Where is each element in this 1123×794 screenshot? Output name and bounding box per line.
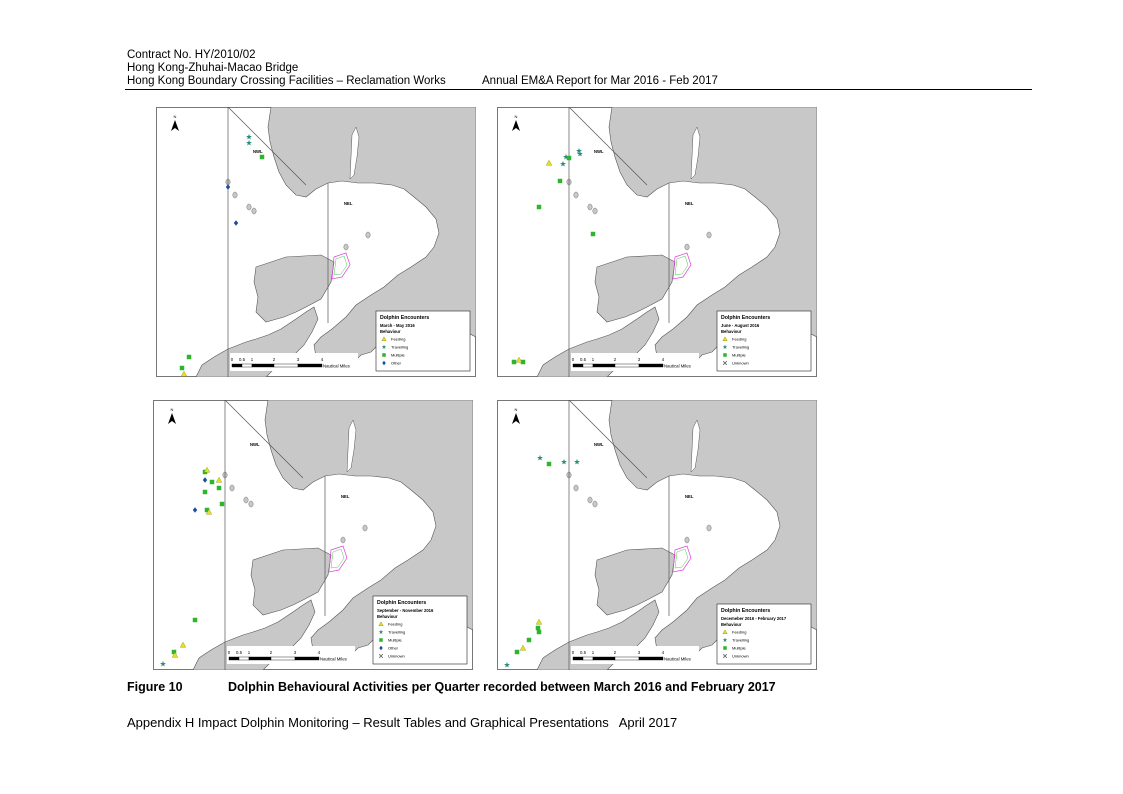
north-label: N <box>170 407 174 412</box>
scale-tick-label: 1 <box>250 357 254 362</box>
encounter-marker <box>512 360 516 364</box>
scale-unit: Nautical Miles <box>323 363 350 369</box>
scale-unit: Nautical Miles <box>320 656 347 662</box>
map-panel-spring <box>156 107 476 377</box>
footer-date: April 2017 <box>618 715 678 730</box>
figure-number: Figure 10 <box>127 680 183 694</box>
encounter-marker <box>193 618 197 622</box>
scale-tick-label: 2 <box>613 357 617 362</box>
scale-tick-label: 2 <box>613 650 617 655</box>
figure-caption <box>127 680 776 694</box>
encounter-marker <box>203 490 207 494</box>
legend-item-label: Feeding <box>732 629 747 635</box>
area-label-nwl: NWL <box>250 442 260 447</box>
area-label-nel: NEL <box>344 201 353 206</box>
legend-item-label: Unknown <box>388 653 405 659</box>
page-footer <box>127 715 677 730</box>
scale-tick-label: 4 <box>317 650 321 655</box>
encounter-marker <box>537 205 541 209</box>
scale-tick-label: 4 <box>320 357 324 362</box>
encounter-marker <box>537 630 541 634</box>
encounter-marker <box>210 480 214 484</box>
header-report: Annual EM&A Report for Mar 2016 - Feb 2017 <box>482 75 718 87</box>
legend-title: Dolphin Encounters <box>721 608 771 614</box>
legend-heading: Behaviour <box>377 614 398 619</box>
area-label-nel: NEL <box>685 201 694 206</box>
legend-multiple-icon <box>723 353 727 357</box>
legend-multiple-icon <box>379 638 383 642</box>
scale-tick-label: 2 <box>269 650 273 655</box>
legend-item-label: Travelling <box>388 629 406 635</box>
scale-tick-label: 4 <box>661 650 665 655</box>
scale-tick-label: 3 <box>637 650 641 655</box>
scale-tick-label: 0 <box>571 357 575 362</box>
legend-title: Dolphin Encounters <box>377 600 427 606</box>
map-panel-autumn <box>153 400 473 670</box>
scale-tick-label: 0.5 <box>580 357 586 362</box>
legend-item-label: Travelling <box>391 344 409 350</box>
north-label: N <box>173 114 177 119</box>
legend-item-label: Other <box>391 360 402 366</box>
scale-tick-label: 1 <box>247 650 251 655</box>
map-panel-summer <box>497 107 817 377</box>
scale-bar <box>227 646 355 664</box>
legend-item-label: Multiple <box>732 352 746 358</box>
scale-tick-label: 3 <box>293 650 297 655</box>
header-works: Hong Kong Boundary Crossing Facilities – Reclamation Works <box>127 75 446 87</box>
legend-title: Dolphin Encounters <box>380 315 430 321</box>
encounter-marker <box>187 355 191 359</box>
scale-tick-label: 3 <box>296 357 300 362</box>
area-label-nel: NEL <box>685 494 694 499</box>
area-label-nel: NEL <box>341 494 350 499</box>
header-contract: Contract No. HY/2010/02 <box>127 49 256 61</box>
legend-item-label: Unknown <box>732 360 749 366</box>
encounter-marker <box>536 626 540 630</box>
area-label-nwl: NWL <box>253 149 263 154</box>
scale-tick-label: 0.5 <box>580 650 586 655</box>
legend-heading: Behaviour <box>380 329 401 334</box>
area-label-nwl: NWL <box>594 442 604 447</box>
legend <box>717 311 811 371</box>
scale-tick-label: 0.5 <box>236 650 242 655</box>
legend-period: March - May 2016 <box>380 323 415 328</box>
legend-item-label: Multiple <box>388 637 402 643</box>
legend-multiple-icon <box>723 646 727 650</box>
scale-unit: Nautical Miles <box>664 656 691 662</box>
legend-item-label: Multiple <box>732 645 746 651</box>
legend-item-label: Feeding <box>388 621 403 627</box>
header-project: Hong Kong-Zhuhai-Macao Bridge <box>127 62 299 74</box>
legend-heading: Behaviour <box>721 622 742 627</box>
encounter-marker <box>591 232 595 236</box>
encounter-marker <box>558 179 562 183</box>
scale-tick-label: 0 <box>571 650 575 655</box>
encounter-marker <box>180 366 184 370</box>
legend <box>376 311 470 371</box>
scale-tick-label: 1 <box>591 357 595 362</box>
scale-bar <box>571 646 699 664</box>
legend-heading: Behaviour <box>721 329 742 334</box>
scale-tick-label: 4 <box>661 357 665 362</box>
footer-text: Appendix H Impact Dolphin Monitoring – Result Tables and Graphical Presentations <box>127 715 609 730</box>
header-rule <box>125 89 1032 90</box>
scale-unit: Nautical Miles <box>664 363 691 369</box>
legend-item-label: Feeding <box>391 336 406 342</box>
legend-item-label: Unknown <box>732 653 749 659</box>
map-panel-winter <box>497 400 817 670</box>
map-svg <box>497 400 817 670</box>
legend-item-label: Travelling <box>732 344 750 350</box>
encounter-marker <box>260 155 264 159</box>
legend-item-label: Multiple <box>391 352 405 358</box>
area-label-nwl: NWL <box>594 149 604 154</box>
legend <box>717 604 811 664</box>
scale-tick-label: 3 <box>637 357 641 362</box>
map-svg <box>497 107 817 377</box>
north-label: N <box>514 114 518 119</box>
legend-period: Decemeber 2016 - February 2017 <box>721 616 787 621</box>
encounter-marker <box>547 462 551 466</box>
scale-tick-label: 0 <box>227 650 231 655</box>
legend-item-label: Feeding <box>732 336 747 342</box>
encounter-marker <box>515 650 519 654</box>
scale-tick-label: 2 <box>272 357 276 362</box>
encounter-marker <box>567 156 571 160</box>
encounter-marker <box>220 502 224 506</box>
map-svg <box>153 400 473 670</box>
north-label: N <box>514 407 518 412</box>
legend-title: Dolphin Encounters <box>721 315 771 321</box>
encounter-marker <box>217 486 221 490</box>
map-svg <box>156 107 476 377</box>
figure-title: Dolphin Behavioural Activities per Quarter recorded between March 2016 and February 2017 <box>228 680 776 694</box>
legend-item-label: Other <box>388 645 399 651</box>
legend <box>373 596 467 664</box>
scale-tick-label: 0 <box>230 357 234 362</box>
legend-period: June - August 2016 <box>721 323 760 328</box>
scale-bar <box>230 353 358 371</box>
scale-tick-label: 0.5 <box>239 357 245 362</box>
scale-tick-label: 1 <box>591 650 595 655</box>
legend-period: September - November 2016 <box>377 608 434 613</box>
legend-multiple-icon <box>382 353 386 357</box>
encounter-marker <box>527 638 531 642</box>
scale-bar <box>571 353 699 371</box>
legend-item-label: Travelling <box>732 637 750 643</box>
